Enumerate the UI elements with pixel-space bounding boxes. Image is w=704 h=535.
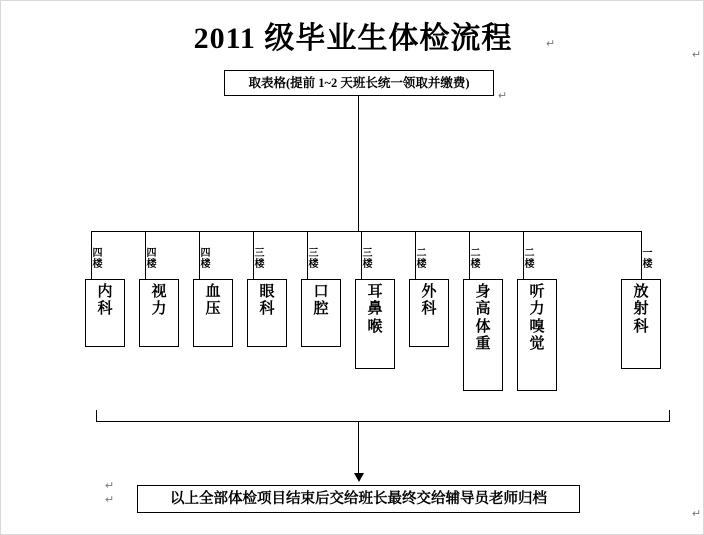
floor-label-hearing-smell: 二 楼 [524,248,535,270]
dept-box-radiology: 放 射 科 [621,279,661,369]
dept-box-ent: 耳 鼻 喉 [355,279,395,369]
floor-label-internal-medicine: 四 楼 [92,248,103,270]
floor-label-ent: 三 楼 [362,248,373,270]
collector-bar-horizontal [96,421,670,422]
floor-label-surgery: 二 楼 [416,248,427,270]
dept-box-oral: 口 腔 [301,279,341,347]
pilcrow-mark-icon: ↵ [105,494,115,506]
dept-box-ophthalmology: 眼 科 [247,279,287,347]
pilcrow-mark-icon: ↵ [105,480,115,492]
arrow-down-icon [354,473,364,482]
dept-box-height-weight: 身 高 体 重 [463,279,503,391]
pilcrow-mark-icon: ↵ [546,38,556,50]
connector-line-vertical [358,96,359,231]
floor-label-radiology: 一 楼 [642,248,653,270]
connector-bar-horizontal [91,231,642,232]
dept-box-blood-pressure: 血 压 [193,279,233,347]
floor-label-ophthalmology: 三 楼 [254,248,265,270]
pilcrow-mark-icon: ↵ [498,90,508,102]
step-take-form-box: 取表格(提前 1~2 天班长统一领取并缴费) [224,70,494,96]
floor-label-oral: 三 楼 [308,248,319,270]
dept-box-hearing-smell: 听 力 嗅 觉 [517,279,557,391]
connector-line-to-final [358,421,359,475]
pilcrow-mark-icon: ↵ [692,508,702,520]
floor-label-vision: 四 楼 [146,248,157,270]
page-title: 2011 级毕业生体检流程 [193,22,513,55]
dept-box-vision: 视 力 [139,279,179,347]
dept-box-internal-medicine: 内 科 [85,279,125,347]
pilcrow-mark-icon: ↵ [692,49,702,61]
floor-label-height-weight: 二 楼 [470,248,481,270]
dept-box-surgery: 外 科 [409,279,449,347]
step-final-archive-box: 以上全部体检项目结束后交给班长最终交给辅导员老师归档 [137,485,580,513]
floor-label-blood-pressure: 四 楼 [200,248,211,270]
